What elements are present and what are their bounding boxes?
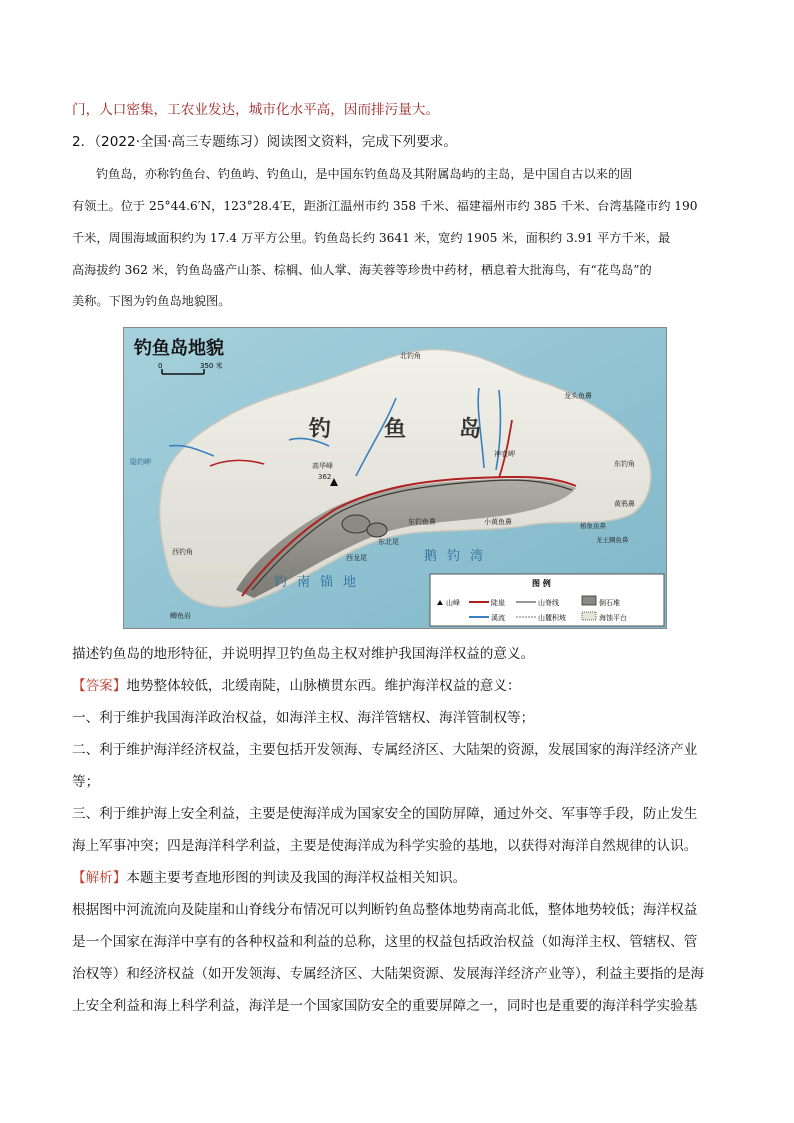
island-name-char: 钓 (309, 416, 332, 442)
label-gaohua: 高华峰 (312, 462, 333, 470)
legend-title: 图 例 (532, 579, 551, 588)
label-fish-rock: 鲫鱼岩 (170, 612, 191, 620)
label-bay: 鹅钓湾 (424, 549, 494, 564)
answer-line: 二、利于维护海洋经济权益，主要包括开发领海、专属经济区、大陆架的资源，发展国家的海洋经济产业 (72, 742, 698, 758)
passage-line: 美称。下图为钓鱼岛地貌图。 (72, 294, 231, 308)
label-east-cape: 东钓角 (614, 460, 635, 468)
label-anchorage: 钓南锚地 (274, 575, 367, 590)
analysis-line: 治权等）和经济权益（如开发领海、专属经济区、大陆架资源、发展海洋经济产业等），利益主要指的是海 (72, 966, 705, 982)
passage-line: 有领土。位于 25°44.6′N，123°28.4′E，距浙江温州市约 358 千米、福建福州市约 385 千米、台湾基隆市约 190 (72, 199, 698, 213)
analysis-line: 上安全利益和海上科学利益，海洋是一个国家国防安全的重要屏障之一，同时也是重要的海洋科学实验基 (72, 998, 698, 1014)
label-hidden-cape: 隐钓岬 (130, 458, 151, 466)
scale-text: 350 米 (200, 362, 223, 370)
island-name-char: 鱼 (384, 416, 407, 442)
analysis-line: 是一个国家在海洋中享有的各种权益和利益的总称，这里的权益包括政治权益（如海洋主权、管辖权、管 (72, 934, 698, 950)
label-xilong: 西龙尾 (346, 554, 367, 562)
label-little-yellow: 小黄鱼鼻 (484, 518, 512, 526)
label-dongdiao: 东钓鱼鼻 (408, 518, 436, 526)
legend-platform-symbol (582, 612, 596, 620)
label-longwang: 龙王鲷鱼鼻 (596, 536, 629, 544)
terrain-map-svg (124, 328, 666, 628)
label-shennong: 神农岬 (494, 450, 515, 458)
answer-line: 一、利于维护我国海洋政治权益，如海洋主权、海洋管辖权、海洋管制权等； (72, 710, 535, 726)
answer-line: 海上军事冲突；四是海洋科学利益，主要是使海洋成为科学实验的基地，以获得对海洋自然规律的认识。 (72, 838, 698, 854)
island-name-char: 岛 (459, 416, 482, 442)
question-source: （2022·全国·高三专题练习）阅读图文资料，完成下列要求。 (94, 134, 457, 150)
passage-line: 千米，周围海域面积约为 17.4 万平方公里。钓鱼岛长约 3641 米，宽约 1905 米，面积约 3.91 平方千米，最 (72, 231, 671, 245)
scale-zero: 0 (158, 362, 163, 370)
label-dragon-head: 龙头鱼鼻 (564, 392, 592, 400)
label-chun: 椿象鱼鼻 (580, 522, 606, 530)
question-prompt: 描述钓鱼岛的地形特征，并说明捍卫钓鱼岛主权对维护我国海洋权益的意义。 (72, 646, 535, 662)
label-dongbei: 东北尾 (378, 538, 399, 546)
talus-pile (367, 523, 387, 537)
continuation-line: 门，人口密集，工农业发达，城市化水平高，因而排污量大。 (72, 102, 440, 118)
passage-line: 钓鱼岛，亦称钓鱼台、钓鱼屿、钓鱼山，是中国东钓鱼岛及其附属岛屿的主岛，是中国自古以来的固 (96, 167, 633, 181)
legend (430, 574, 664, 626)
legend-item: 陡崖 (491, 599, 505, 607)
answer-first-line (72, 676, 521, 696)
map-title: 钓鱼岛地貌 (134, 338, 224, 359)
label-north-cape: 北钓角 (400, 352, 421, 360)
analysis-first-line (72, 868, 466, 888)
legend-talus-symbol (582, 596, 596, 605)
question-dot: ． (80, 134, 95, 150)
legend-item: 倒石堆 (599, 599, 620, 607)
legend-item: 山峰 (446, 599, 460, 607)
analysis-text: 本题主要考查地形图的判读及我国的海洋权益相关知识。 (126, 870, 467, 886)
answer-tag: 【答案】 (72, 678, 127, 694)
answer-text: 地势整体较低，北缓南陡，山脉横贯东西。维护海洋权益的意义： (126, 678, 521, 694)
legend-item: 海蚀平台 (599, 614, 627, 622)
legend-item: 山麓积坡 (538, 614, 566, 622)
label-west-cape: 西钓角 (172, 548, 193, 556)
analysis-tag: 【解析】 (72, 870, 127, 886)
label-huangwei: 黄鸦鼻 (614, 500, 635, 508)
analysis-line: 根据图中河流流向及陡崖和山脊线分布情况可以判断钓鱼岛整体地势南高北低，整体地势较低；海洋权益 (72, 902, 698, 918)
legend-item: 山脊线 (538, 599, 559, 607)
legend-item: 溪流 (491, 614, 505, 622)
passage-line: 高海拔约 362 米，钓鱼岛盛产山茶、棕榈、仙人掌、海芙蓉等珍贵中药材，栖息着大批海鸟，有“花鸟岛”的 (72, 263, 652, 277)
answer-line: 三、利于维护海上安全利益，主要是使海洋成为国家安全的国防屏障，通过外交、军事等手段，防止发生 (72, 806, 698, 822)
terrain-map (123, 327, 667, 629)
answer-line: 等； (72, 774, 100, 790)
question-number: 2 (72, 134, 81, 150)
label-elev: 362 (318, 473, 332, 481)
question-header (72, 132, 457, 152)
talus-pile (342, 515, 370, 533)
